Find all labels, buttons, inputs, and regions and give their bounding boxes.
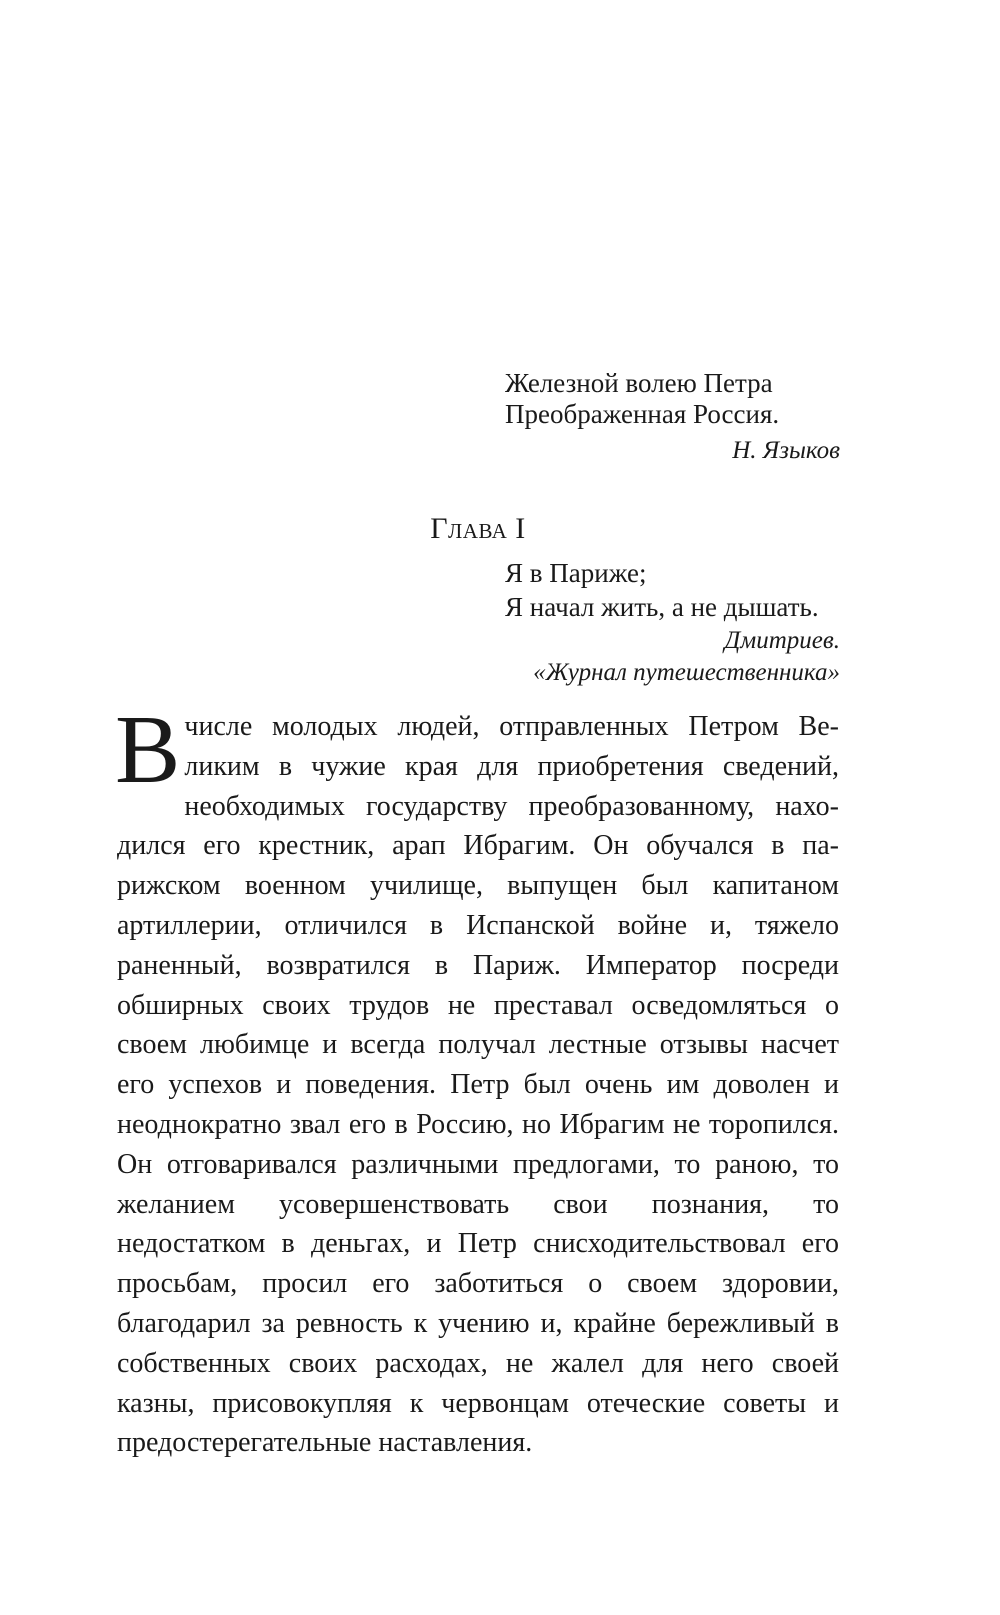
paragraph-text: числе молодых людей, отправленных Петром Великим в чужие края для приобретения сведений, необходимых государству преобразованному, находился его крестник, арап Ибрагим. Он обучался в парижском военном училище, выпущен был капитаном артиллерии, отличился в Испанской войне и, тяжело раненный, возвратился в Париж. Император посреди обширных своих трудов не преставал осведомляться о своем любимце и всегда получал лестные отзывы насчет его успехов и поведения. Петр был очень им доволен и неоднократно звал его в Россию, но Ибрагим не торопился. Он отговаривался различными предлогами, то раною, то желанием усовершенствовать свои познания, то недостатком в деньгах, и Петр снисходительствовал его просьбам, просил его заботиться о своем здоровии, благодарил за ревность к учению и, крайне бережливый в собственных своих расходах, не жалел для него своей казны, присовокупляя к червонцам отеческие советы и предостерегательные наставления. xyxy=(117,711,839,1459)
chapter-epigraph-author: Дмитриев. xyxy=(724,627,840,654)
epigraph-line: Железной волею Петра xyxy=(505,368,773,398)
book-epigraph xyxy=(505,368,840,466)
chapter-title: Глава I xyxy=(430,512,526,545)
chapter-epigraph-line: Я в Париже; xyxy=(505,558,647,588)
epigraph-author: Н. Языков xyxy=(732,437,840,464)
drop-cap-letter: В xyxy=(115,696,181,804)
epigraph-line: Преображенная Россия. xyxy=(505,399,780,429)
chapter-epigraph-source: «Журнал путешественника» xyxy=(533,659,840,686)
chapter-paragraph xyxy=(115,696,839,1463)
chapter-epigraph-line: Я начал жить, а не дышать. xyxy=(505,592,819,622)
chapter-epigraph xyxy=(505,556,840,688)
